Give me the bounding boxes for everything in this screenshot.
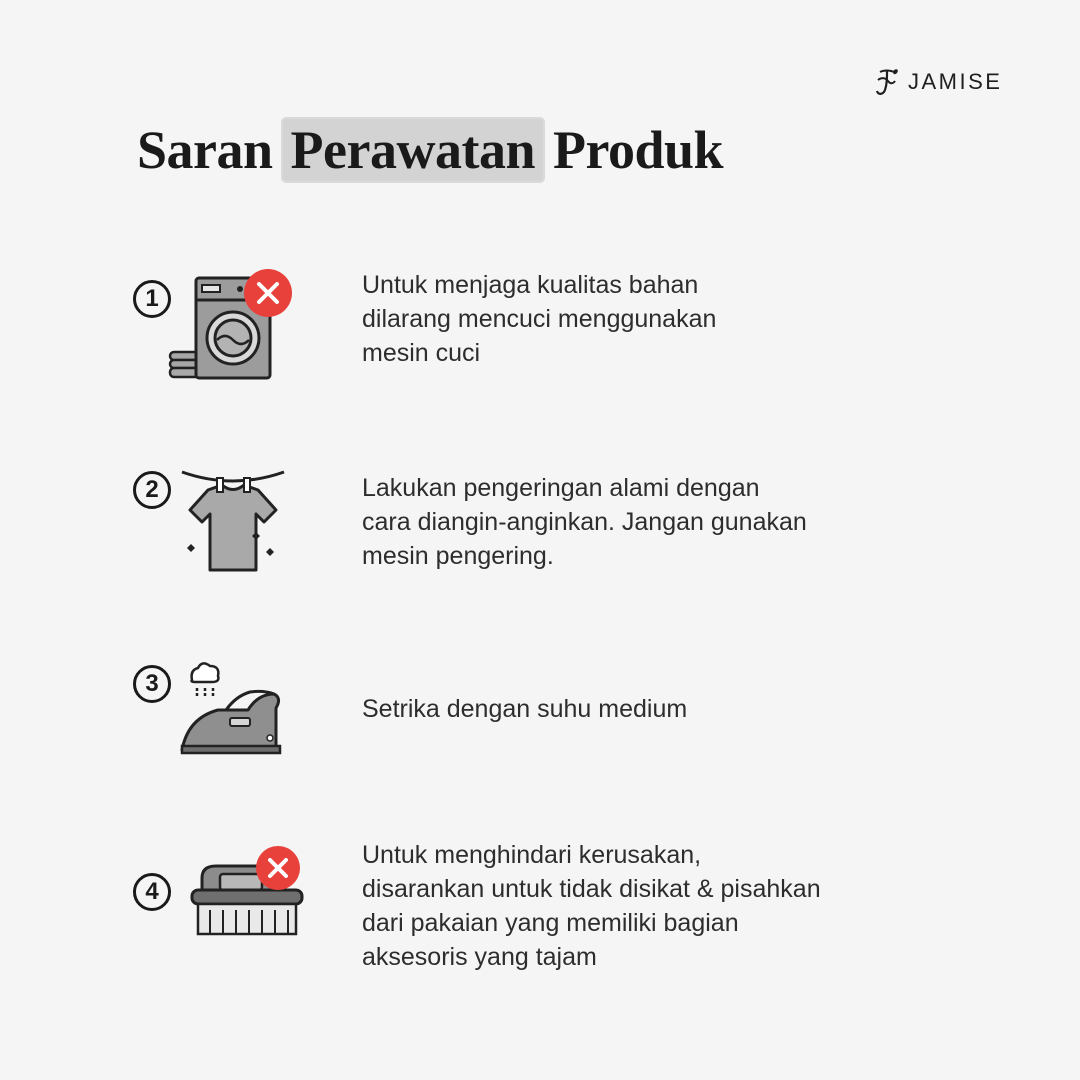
air-dry-shirt-icon [178,468,288,581]
jamise-monogram-icon [874,66,900,98]
care-item-4 [130,838,930,973]
care-instruction-text: Untuk menjaga kualitas bahan dilarang mencuci menggunakan mesin cuci [362,271,717,367]
step-number: 1 [133,280,171,318]
no-brush-icon [190,844,310,949]
steam-iron-icon [178,658,288,763]
step-number: 2 [133,471,171,509]
care-item-1 [130,268,930,388]
brand-logo [874,64,1002,100]
title-word-perawatan-highlighted: Perawatan [283,119,543,181]
step-number: 4 [133,873,171,911]
no-washing-machine-icon [168,268,298,388]
care-instruction-text: Untuk menghindari kerusakan, disarankan untuk tidak disikat & pisahkan dari pakaian yang memiliki bagian aksesoris yang tajam [362,841,821,971]
title-word-produk: Produk [552,120,724,180]
title-word-saran: Saran [137,120,273,180]
page-title [137,112,723,188]
care-instruction-text: Lakukan pengeringan alami dengan cara diangin-anginkan. Jangan gunakan mesin pengering. [362,474,807,570]
care-item-3 [130,658,930,758]
care-instruction-text: Setrika dengan suhu medium [362,695,688,723]
care-item-2 [130,468,930,578]
brand-name: JAMISE [908,69,1003,94]
step-number: 3 [133,665,171,703]
